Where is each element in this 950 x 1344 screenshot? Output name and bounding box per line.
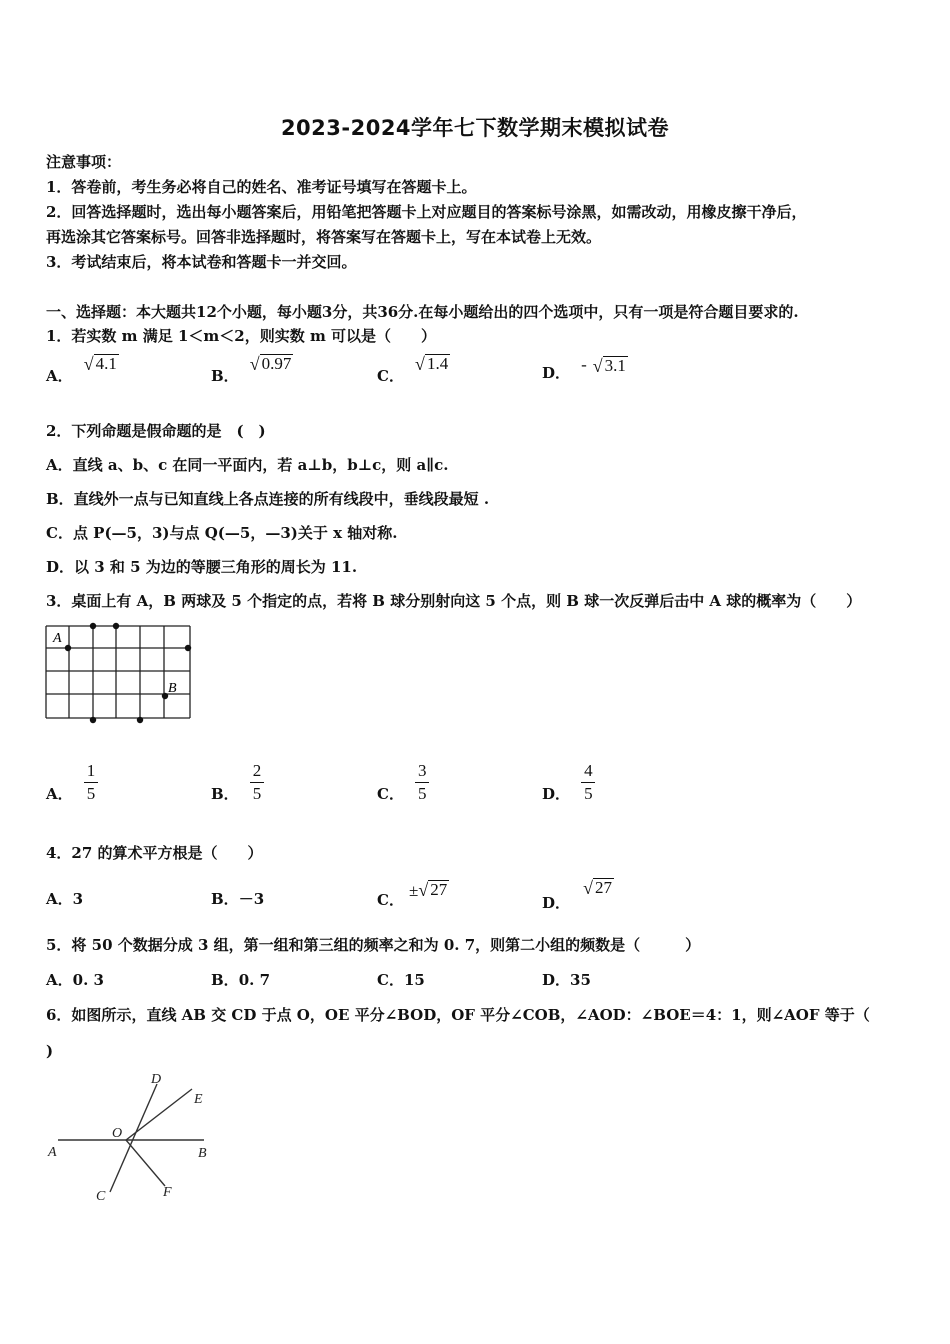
q4-option-d: D． √ 27 <box>542 878 612 912</box>
q2-option-c: C．点 P(—5，3)与点 Q(—5，—3)关于 x 轴对称. <box>46 524 398 542</box>
q5-option-c: C．15 <box>377 971 425 989</box>
label-c: C <box>96 1189 106 1204</box>
target-point <box>113 623 119 629</box>
question-2-stem: 2．下列命题是假命题的是 ( ) <box>46 422 266 440</box>
q3-option-d: D． $\frac{4}{5}$ <box>542 760 596 805</box>
question-1-stem: 1．若实数 m 满足 1＜m＜2，则实数 m 可以是（ ） <box>46 327 437 345</box>
notes-heading: 注意事项： <box>46 153 122 171</box>
question-5-stem: 5．将 50 个数据分成 3 组，第一组和第三组的频率之和为 0. 7，则第二小组的频数是（ ） <box>46 936 701 954</box>
label-a: A <box>48 1145 57 1160</box>
label-e: E <box>194 1092 203 1107</box>
target-point <box>137 717 143 723</box>
ray-of <box>126 1140 165 1186</box>
q3-option-a: A． $\frac{1}{5}$ <box>46 760 98 805</box>
page-title: 2023-2024学年七下数学期末模拟试卷 <box>280 116 670 140</box>
q2-option-d: D．以 3 和 5 为边的等腰三角形的周长为 11. <box>46 558 358 576</box>
q2-option-a: A．直线 a、b、c 在同一平面内，若 a⊥b，b⊥c，则 a∥c. <box>46 456 449 474</box>
target-point <box>185 645 191 651</box>
ball-a <box>65 645 71 651</box>
question-6-stem: 6．如图所示，直线 AB 交 CD 于点 O，OE 平分∠BOD，OF 平分∠COB，∠AOD：∠BOE＝4：1，则∠AOF 等于（ <box>46 1006 870 1024</box>
label-b: B <box>168 681 177 696</box>
note-item: 1．答卷前，考生务必将自己的姓名、准考证号填写在答题卡上。 <box>46 178 477 196</box>
label-d: D <box>151 1072 162 1087</box>
label-b: B <box>198 1146 207 1161</box>
note-item: 再选涂其它答案标号。回答非选择题时，将答案写在答题卡上，写在本试卷上无效。 <box>46 228 602 246</box>
q1-option-d: D． - √ 3.1 <box>542 355 626 382</box>
label-f: F <box>163 1185 172 1200</box>
q2-option-b: B．直线外一点与已知直线上各点连接的所有线段中，垂线段最短 . <box>46 490 490 508</box>
label-o: O <box>112 1126 123 1141</box>
q1-option-c: C． √ 1.4 <box>377 354 449 385</box>
q5-option-b: B．0. 7 <box>211 971 271 989</box>
grid-lines <box>46 626 190 718</box>
note-item: 2．回答选择题时，选出每小题答案后，用铅笔把答题卡上对应题目的答案标号涂黑，如需改动，用橡皮擦干净后， <box>46 203 807 221</box>
q4-option-a: A．3 <box>46 890 84 908</box>
q4-option-c: C． ± √ 27 <box>377 880 448 909</box>
note-item: 3．考试结束后，将本试卷和答题卡一并交回。 <box>46 253 357 271</box>
ray-oe <box>126 1089 192 1140</box>
section-heading: 一、选择题：本大题共12个小题，每小题3分，共36分.在每小题给出的四个选项中，只有一项是符合题目要求的. <box>46 303 799 321</box>
q3-option-b: B． $\frac{2}{5}$ <box>211 760 264 805</box>
billiard-grid-figure <box>44 620 198 730</box>
target-point <box>90 623 96 629</box>
question-6-stem-end: ) <box>46 1042 54 1060</box>
q1-option-b: B． √ 0.97 <box>211 354 292 385</box>
label-a: A <box>53 631 62 646</box>
q1-option-a: A． √ 4.1 <box>46 354 117 385</box>
question-3-stem: 3．桌面上有 A，B 两球及 5 个指定的点，若将 B 球分别射向这 5 个点，则 B 球一次反弹后击中 A 球的概率为（ ） <box>46 592 862 610</box>
q5-option-a: A．0. 3 <box>46 971 104 989</box>
q3-option-c: C． $\frac{3}{5}$ <box>377 760 430 805</box>
question-4-stem: 4．27 的算术平方根是（ ） <box>46 844 263 862</box>
q4-option-b: B．－3 <box>211 890 265 908</box>
angle-figure <box>44 1068 220 1208</box>
q5-option-d: D．35 <box>542 971 591 989</box>
target-point <box>90 717 96 723</box>
